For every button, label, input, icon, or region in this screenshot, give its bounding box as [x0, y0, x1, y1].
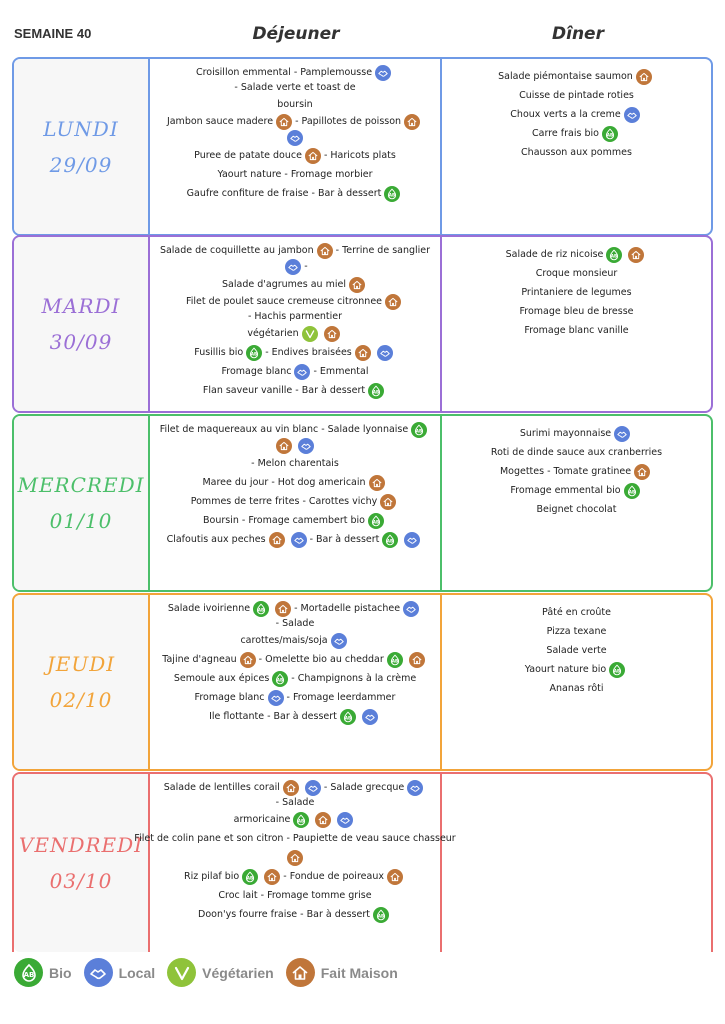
dish-text: Mogettes - Tomate gratinee [499, 465, 632, 477]
day-row-lundi [12, 57, 713, 236]
dish-text: boursin [277, 98, 313, 110]
menu-line [442, 424, 711, 443]
local-icon [362, 709, 378, 725]
svg-text:AB: AB [606, 131, 614, 137]
dish-text: Yaourt nature bio [524, 663, 607, 675]
local-icon [298, 438, 314, 454]
lunch-column-title: Déjeuner [252, 24, 340, 44]
dish-text: Salade d'agrumes au miel [222, 278, 346, 290]
menu-line [442, 660, 711, 679]
dish-text: Doon'ys fourre fraise - Bar à dessert [198, 908, 370, 920]
legend-item-local [84, 958, 156, 987]
bio-icon [14, 958, 43, 987]
local-icon [268, 690, 284, 706]
fait-maison-icon [380, 494, 396, 510]
svg-text:AB: AB [372, 388, 380, 394]
dish-text: Croc lait - Fromage tomme grise [218, 889, 372, 901]
fait-maison-icon [324, 326, 340, 342]
dish-text: armoricaine [233, 813, 291, 825]
dish-text: Pommes de terre frites - Carottes vichy [190, 495, 378, 507]
menu-line [134, 829, 456, 848]
menu-line [150, 454, 440, 473]
menu-line [150, 867, 440, 886]
dish-text: Beignet chocolat [536, 503, 617, 515]
bio-icon [609, 662, 625, 678]
menu-line [150, 492, 440, 511]
day-row-jeudi [12, 593, 713, 771]
dish-text: carottes/mais/soja [240, 634, 328, 646]
dish-text: - Endives braisées [265, 346, 352, 358]
local-icon [403, 601, 419, 617]
day-date: 29/09 [49, 152, 113, 177]
fait-maison-icon [355, 345, 371, 361]
menu-line [442, 462, 711, 481]
menu-line [150, 422, 440, 454]
dish-text: Salade ivoirienne [167, 603, 251, 614]
dish-text: Filet de colin pane et son citron - Paupiette de veau sauce chasseur [134, 832, 456, 844]
local-icon [285, 259, 301, 275]
bio-icon [411, 422, 427, 438]
menu-line [150, 114, 440, 146]
svg-text:AB: AB [372, 518, 380, 524]
menu-line [442, 481, 711, 500]
dish-text: Chausson aux pommes [521, 146, 632, 158]
svg-text:AB: AB [391, 657, 398, 663]
menu-line [442, 321, 711, 340]
menu-line [150, 780, 440, 810]
fait-maison-icon [349, 277, 365, 293]
day-name: JEUDI [46, 652, 116, 676]
lunch-cell [150, 595, 442, 769]
dish-text: Boursin - Fromage camembert bio [203, 514, 365, 526]
fait-maison-icon [286, 958, 315, 987]
menu-line [150, 294, 440, 324]
menu-line [150, 381, 440, 400]
local-icon [287, 130, 303, 146]
menu-line [442, 124, 711, 143]
dish-text: Salade de riz nicoise [505, 248, 604, 260]
menu-line [442, 86, 711, 105]
dish-text: Surimi mayonnaise [519, 427, 612, 439]
fait-maison-icon [404, 114, 420, 130]
menu-line [442, 443, 711, 462]
dinner-cell [442, 237, 711, 411]
dish-text: - Haricots plats [323, 149, 396, 161]
local-icon [84, 958, 113, 987]
dish-text: Pâté en croûte [542, 606, 611, 618]
menu-line [442, 143, 711, 162]
svg-text:AB: AB [277, 676, 284, 682]
menu-line [150, 343, 440, 362]
bio-icon [272, 671, 288, 687]
menu-line [150, 631, 440, 650]
fait-maison-icon [287, 850, 303, 866]
menu-line [442, 283, 711, 302]
dish-text: - Champignons à la crème [291, 672, 417, 684]
menu-line [150, 165, 440, 184]
lunch-cell [150, 59, 442, 234]
menu-line [150, 243, 440, 275]
dish-text: Cuisse de pintade roties [519, 89, 634, 101]
menu-line [150, 95, 440, 114]
day-name: MARDI [41, 294, 121, 318]
local-icon [404, 532, 420, 548]
day-name: MERCREDI [17, 473, 145, 497]
menu-line [150, 601, 440, 631]
dish-text: Gaufre confiture de fraise - Bar à dessert [186, 187, 382, 199]
day-cell [14, 59, 150, 234]
dish-text: - Fondue de poireaux [283, 870, 384, 882]
legend-item-bio [14, 958, 72, 987]
svg-text:AB: AB [344, 714, 352, 720]
local-icon [291, 532, 307, 548]
week-label: SEMAINE 40 [14, 26, 92, 41]
menu-line [442, 302, 711, 321]
fait-maison-icon [409, 652, 425, 668]
lunch-cell [134, 774, 456, 952]
dish-text: Croisillon emmental - Pamplemousse [195, 67, 373, 78]
dish-text: Flan saveur vanille - Bar à dessert [202, 384, 366, 396]
dish-text: végétarien [247, 327, 299, 339]
dish-text: - Emmental [313, 365, 369, 377]
menu-line [150, 184, 440, 203]
bio-icon [246, 345, 262, 361]
dish-text: Fromage blanc [194, 691, 265, 703]
bio-icon [368, 383, 384, 399]
dish-text: - [304, 261, 308, 272]
day-cell [14, 774, 150, 952]
dish-text: Salade de lentilles corail [163, 782, 280, 793]
dinner-cell [442, 59, 711, 234]
dish-text: Filet de poulet sauce cremeuse citronnee [185, 296, 383, 307]
svg-text:AB: AB [387, 537, 394, 543]
svg-text:AB: AB [628, 488, 635, 494]
fait-maison-icon [636, 69, 652, 85]
menu-line [442, 245, 711, 264]
dish-text: - Hachis parmentier [247, 311, 343, 322]
menu-line [150, 530, 440, 549]
legend [14, 958, 410, 987]
svg-text:AB: AB [614, 667, 621, 673]
menu-line [150, 810, 440, 829]
local-icon [624, 107, 640, 123]
vegetarian-icon [167, 958, 196, 987]
legend-label: Local [118, 964, 156, 981]
day-row-mercredi [12, 414, 713, 592]
bio-icon [253, 601, 269, 617]
dish-text: Fromage blanc [221, 365, 292, 377]
menu-line [150, 275, 440, 294]
dish-text: Maree du jour - Hot dog americain [202, 476, 366, 488]
svg-text:AB: AB [250, 350, 258, 356]
dish-text: Riz pilaf bio [184, 870, 240, 882]
dish-text: Roti de dinde sauce aux cranberries [490, 446, 663, 458]
dish-text: Choux verts a la creme [510, 108, 621, 120]
menu-line [442, 679, 711, 698]
bio-icon [293, 812, 309, 828]
fait-maison-icon [634, 464, 650, 480]
menu-line [150, 324, 440, 343]
day-name: VENDREDI [18, 833, 144, 857]
svg-text:AB: AB [247, 874, 254, 880]
dish-text: Croque monsieur [535, 267, 618, 279]
fait-maison-icon [264, 869, 280, 885]
bio-icon [606, 247, 622, 263]
fait-maison-icon [369, 475, 385, 491]
dish-text: Fusillis bio [194, 346, 244, 358]
menu-line [442, 105, 711, 124]
menu-line [150, 65, 440, 95]
local-icon [331, 633, 347, 649]
bio-icon [368, 513, 384, 529]
menu-line [150, 650, 440, 669]
dish-text: - Papillotes de poisson [295, 116, 402, 127]
svg-text:AB: AB [389, 191, 396, 197]
svg-text:AB: AB [298, 817, 305, 823]
dish-text: Salade piémontaise saumon [498, 70, 633, 82]
menu-line [150, 146, 440, 165]
local-icon [294, 364, 310, 380]
legend-item-maison [286, 958, 398, 987]
dish-text: Salade de coquillette au jambon [159, 245, 314, 256]
local-icon [407, 780, 423, 796]
dish-text: - Melon charentais [251, 457, 339, 469]
bio-icon [242, 869, 258, 885]
dinner-cell [442, 595, 711, 769]
menu-line [442, 264, 711, 283]
vegetarian-icon [302, 326, 318, 342]
dish-text: Tajine d'agneau [162, 653, 237, 665]
bio-icon [373, 907, 389, 923]
svg-text:AB: AB [377, 912, 385, 918]
menu-line [150, 511, 440, 530]
bio-icon [340, 709, 356, 725]
legend-item-veg [167, 958, 274, 987]
fait-maison-icon [628, 247, 644, 263]
dish-text: - Omelette bio au cheddar [258, 653, 384, 665]
menu-line [150, 886, 440, 905]
fait-maison-icon [269, 532, 285, 548]
menu-line [150, 707, 440, 726]
dish-text: Printaniere de legumes [521, 286, 632, 298]
fait-maison-icon [275, 601, 291, 617]
svg-text:AB: AB [257, 607, 265, 613]
lunch-cell [150, 416, 442, 590]
menu-line [150, 473, 440, 492]
dish-text: Filet de maquereaux au vin blanc - Salade lyonnaise [159, 424, 409, 435]
dish-text: Clafoutis aux peches [166, 533, 266, 545]
dish-text: - Fromage leerdammer [286, 691, 396, 703]
fait-maison-icon [305, 148, 321, 164]
menu-line [150, 362, 440, 381]
bio-icon [387, 652, 403, 668]
legend-label: Végétarien [202, 964, 274, 981]
dish-text: Carre frais bio [532, 127, 599, 139]
legend-label: Bio [49, 964, 72, 981]
dish-text: Yaourt nature - Fromage morbier [217, 168, 373, 180]
dish-text: Jambon sauce madere [166, 116, 274, 127]
fait-maison-icon [317, 243, 333, 259]
day-date: 02/10 [49, 688, 113, 712]
dish-text: Ile flottante - Bar à dessert [209, 710, 337, 722]
menu-line [150, 905, 440, 924]
bio-icon [382, 532, 398, 548]
dish-text: - Salade [275, 618, 315, 629]
fait-maison-icon [240, 652, 256, 668]
legend-label: Fait Maison [320, 964, 398, 981]
dish-text: - Salade verte et toast de [234, 82, 356, 93]
dish-text: - Bar à dessert [309, 533, 380, 545]
dish-text: - Salade [275, 797, 315, 808]
fait-maison-icon [283, 780, 299, 796]
menu-line [150, 688, 440, 707]
local-icon [614, 426, 630, 442]
dish-text: Semoule aux épices [173, 672, 270, 684]
menu-line [442, 603, 711, 622]
svg-text:AB: AB [416, 428, 423, 434]
fait-maison-icon [276, 114, 292, 130]
fait-maison-icon [315, 812, 331, 828]
dinner-cell [442, 774, 711, 952]
dish-text: Ananas rôti [549, 682, 604, 694]
local-icon [375, 65, 391, 81]
local-icon [377, 345, 393, 361]
fait-maison-icon [276, 438, 292, 454]
dish-text: Salade verte [546, 644, 607, 656]
day-row-vendredi [12, 772, 713, 952]
dish-text: Pizza texane [546, 625, 607, 637]
menu-line [150, 848, 440, 867]
bio-icon [602, 126, 618, 142]
dish-text: Fromage blanc vanille [524, 324, 629, 336]
day-date: 03/10 [49, 869, 113, 893]
svg-text:AB: AB [23, 970, 34, 979]
dish-text: Puree de patate douce [194, 149, 302, 161]
menu-line [150, 669, 440, 688]
day-cell [14, 237, 150, 411]
menu-line [442, 622, 711, 641]
dish-text: - Salade grecque [323, 782, 405, 793]
fait-maison-icon [387, 869, 403, 885]
dinner-column-title: Dîner [552, 24, 604, 44]
day-name: LUNDI [43, 116, 119, 141]
bio-icon [384, 186, 400, 202]
svg-text:AB: AB [611, 252, 618, 258]
day-row-mardi [12, 235, 713, 413]
menu-line [442, 500, 711, 519]
dish-text: Fromage emmental bio [510, 484, 621, 496]
bio-icon [624, 483, 640, 499]
local-icon [305, 780, 321, 796]
lunch-cell [150, 237, 442, 411]
menu-line [442, 641, 711, 660]
dish-text: - Mortadelle pistachee [294, 603, 401, 614]
local-icon [337, 812, 353, 828]
menu-line [442, 67, 711, 86]
dish-text: Fromage bleu de bresse [519, 305, 634, 317]
day-cell [14, 595, 150, 769]
dish-text: - Terrine de sanglier [335, 245, 431, 256]
day-date: 30/09 [49, 330, 113, 354]
day-cell [14, 416, 150, 590]
fait-maison-icon [385, 294, 401, 310]
day-date: 01/10 [49, 509, 113, 533]
dinner-cell [442, 416, 711, 590]
